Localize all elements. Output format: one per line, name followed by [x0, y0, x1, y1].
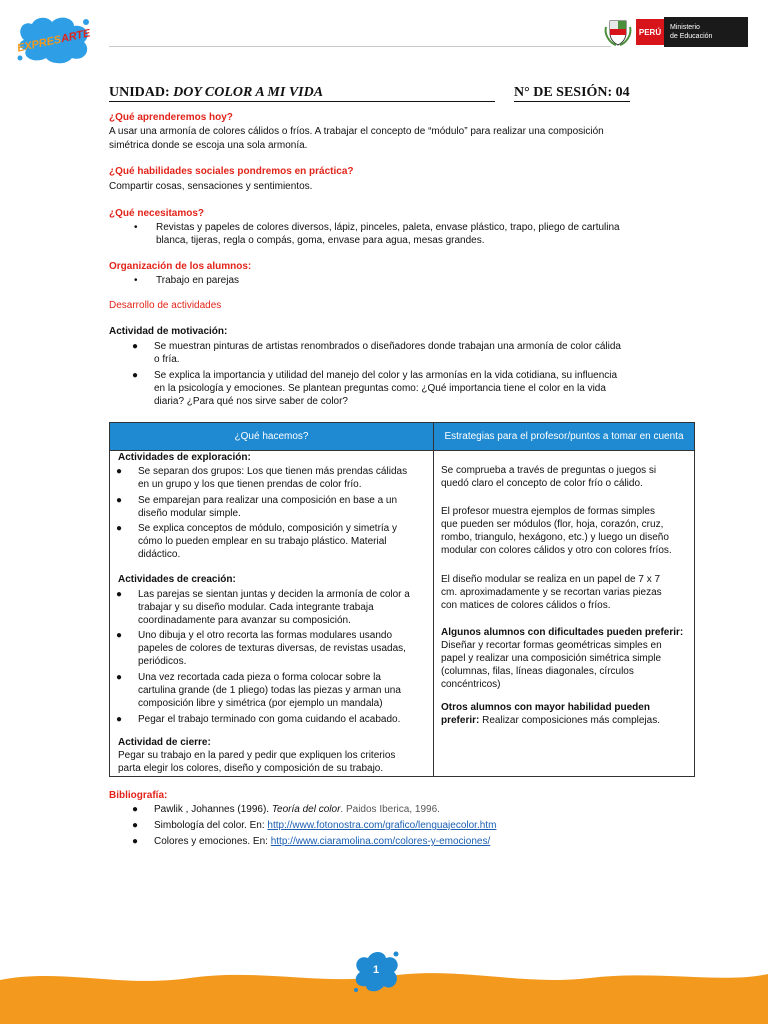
creacion-item-4: [116, 713, 432, 727]
peru-label: PERÚ: [636, 19, 664, 45]
col-header-estrategias: Estrategias para el profesor/puntos a tomar en cuenta: [434, 423, 694, 450]
cre-4-line: Pegar el trabajo terminado con goma cuidando el acabado.: [138, 714, 401, 725]
header-rule: [109, 46, 611, 47]
page-number: 1: [372, 964, 380, 976]
bib-1-author: Pawlik , Johannes (1996).: [154, 804, 272, 815]
bib-2-link[interactable]: http://www.fotonostra.com/grafico/lenguajecolor.htm: [267, 820, 497, 831]
bullet-icon: ●: [116, 589, 123, 600]
habilidades-text: Compartir cosas, sensaciones y sentimientos.: [109, 181, 313, 192]
cre-1-line-3: coordinadamente para avanzar su composición.: [138, 615, 351, 626]
activities-table: [109, 422, 695, 777]
col-header-que-hacemos: ¿Qué hacemos?: [110, 423, 434, 450]
s3-line-1: El diseño modular se realiza en un papel de 7 x 7: [441, 574, 661, 585]
bullet-icon: ●: [116, 714, 123, 725]
s1-line-2: quedó claro el concepto de color frío o cálido.: [441, 478, 643, 489]
s5-text: Realizar composiciones más complejas.: [479, 715, 660, 726]
aprender-heading: ¿Qué aprenderemos hoy?: [109, 112, 233, 123]
s5-heading: Otros alumnos con mayor habilidad pueden: [441, 702, 650, 713]
bib-3-link[interactable]: http://www.ciaramolina.com/colores-y-emociones/: [270, 836, 491, 847]
necesitamos-line-1: Revistas y papeles de colores diversos, lápiz, pinceles, paleta, envase plástico, trapo, pliego de cartulina: [156, 222, 620, 233]
bullet-icon: ●: [132, 804, 139, 815]
unidad-value: DOY COLOR A MI VIDA: [173, 85, 324, 100]
strategy-4: [441, 626, 683, 691]
strategy-2: [441, 505, 672, 557]
creacion-heading: Actividades de creación:: [118, 574, 236, 585]
bullet-icon: ●: [132, 836, 139, 847]
cre-2-line-1: Uno dibuja y el otro recorta las formas modulares usando: [138, 630, 393, 641]
s2-line-3: rombo, triangulo, hexágono, etc.) y luego un diseño: [441, 532, 669, 543]
title-underline: [327, 101, 495, 102]
cre-3-line-3: composición libre y simétrica (por ejemplo un mandala): [138, 698, 383, 709]
s4-line-1: Diseñar y recortar formas geométricas simples en: [441, 640, 662, 651]
bib-1-title: Teoría del color: [271, 804, 341, 815]
habilidades-heading: ¿Qué habilidades sociales pondremos en práctica?: [109, 166, 354, 177]
motivacion-2-line-3: diaria? ¿Para qué nos sirve saber de color?: [154, 396, 348, 407]
necesitamos-heading: ¿Qué necesitamos?: [109, 208, 205, 219]
motivacion-item-1: [132, 340, 692, 368]
bullet-icon: •: [134, 275, 138, 286]
s3-line-3: con matices de colores cálidos o fríos.: [441, 600, 611, 611]
s5-bold: preferir:: [441, 715, 480, 726]
strategy-5: [441, 701, 660, 727]
ministry-label: [664, 17, 748, 47]
exploracion-item-2: [116, 494, 432, 522]
s4-line-2: papel y realizar una composición simétrica simple: [441, 653, 662, 664]
exp-3-line-3: didáctico.: [138, 549, 181, 560]
bib-1-rest: . Paidos Iberica, 1996.: [340, 804, 440, 815]
bib-3-label: Colores y emociones. En:: [154, 836, 271, 847]
s4-line-3: (columnas, filas, líneas diagonales, círculos: [441, 666, 634, 677]
s2-line-4: modular con colores cálidos y otro con colores fríos.: [441, 545, 672, 556]
bib-item-3: [132, 835, 692, 849]
bullet-icon: ●: [116, 495, 123, 506]
exp-1-line-2: en un grupo y los que tienen prendas de color frío.: [138, 479, 362, 490]
ministry-line-1: Ministerio: [670, 24, 700, 31]
cre-3-line-1: Una vez recortada cada pieza o forma colocar sobre la: [138, 672, 381, 683]
strategy-3: [441, 573, 662, 612]
bullet-icon: •: [134, 222, 138, 233]
cre-3-line-2: cartulina grande (de 1 pliego) todas las piezas y arman una: [138, 685, 401, 696]
exp-3-line-1: Se explica conceptos de módulo, composición y simetría y: [138, 523, 398, 534]
ministry-logo: [604, 17, 748, 47]
necesitamos-line-2: blanca, tijeras, regla o compás, goma, envase para agua, mesas grandes.: [156, 235, 485, 246]
session-number: N° DE SESIÓN: 04: [514, 85, 630, 100]
cre-2-line-2: papeles de colores de texturas diversas, de revistas usadas,: [138, 643, 406, 654]
bib-item-1: [132, 803, 692, 817]
bullet-icon: ●: [132, 820, 139, 831]
cierre-line-1: Pegar su trabajo en la pared y pedir que expliquen los criterios: [118, 750, 396, 761]
motivacion-2-line-2: en la psicología y emociones. Se plantean preguntas como: ¿Qué importancia tiene el color en la vida: [154, 383, 606, 394]
motivacion-2-line-1: Se explica la importancia y utilidad del manejo del color y las armonías en la vida cotidiana, su influencia: [154, 370, 618, 381]
exp-3-line-2: cómo lo pueden emplear en su trabajo plástico. Material: [138, 536, 387, 547]
bullet-icon: ●: [132, 370, 139, 381]
unidad-label: UNIDAD:: [109, 85, 170, 100]
s5-line: [441, 714, 660, 727]
organizacion-item-text: Trabajo en parejas: [156, 275, 240, 286]
creacion-item-2: [116, 629, 432, 671]
creacion-item-1: [116, 588, 432, 630]
bullet-icon: ●: [116, 523, 123, 534]
bib-2-label: Simbología del color. En:: [154, 820, 268, 831]
exp-1-line-1: Se separan dos grupos: Los que tienen más prendas cálidas: [138, 466, 408, 477]
bullet-icon: ●: [116, 630, 123, 641]
bib-item-2: [132, 819, 692, 833]
motivacion-1-line-1: Se muestran pinturas de artistas renombrados o diseñadores donde trabajan una armonía de color cálida: [154, 341, 621, 352]
s2-line-1: El profesor muestra ejemplos de formas simples: [441, 506, 655, 517]
s3-line-2: cm. aproximadamente y se recortan varias piezas: [441, 587, 662, 598]
svg-text:EXPRESARTE: EXPRESARTE: [16, 27, 92, 55]
unidad-title: [109, 85, 327, 102]
exploracion-item-3: [116, 522, 432, 564]
bullet-icon: ●: [116, 672, 123, 683]
bullet-icon: ●: [132, 341, 139, 352]
expresarte-logo: [14, 14, 94, 66]
ministry-line-2: de Educación: [670, 33, 713, 40]
strategy-1: [441, 464, 656, 490]
s1-line-1: Se comprueba a través de preguntas o juegos si: [441, 465, 657, 476]
cre-1-line-1: Las parejas se sientan juntas y deciden la armonía de color a: [138, 589, 410, 600]
cierre-line-2: parta elegir los colores, diseño y composición de su trabajo.: [118, 763, 384, 774]
cierre-heading: Actividad de cierre:: [118, 737, 211, 748]
motivacion-1-line-2: o fría.: [154, 354, 180, 365]
exp-2-line-1: Se emparejan para realizar una composición en base a un: [138, 495, 398, 506]
cre-2-line-3: periódicos.: [138, 656, 187, 667]
table-column-divider: [433, 450, 434, 776]
exploracion-item-1: [116, 465, 432, 493]
exploracion-heading: Actividades de exploración:: [118, 452, 251, 463]
motivacion-item-2: [132, 369, 692, 411]
s4-line-4: concéntricos): [441, 679, 501, 690]
s4-heading: Algunos alumnos con dificultades pueden preferir:: [441, 627, 684, 638]
motivacion-heading: Actividad de motivación:: [109, 326, 228, 337]
bullet-icon: ●: [116, 466, 123, 477]
aprender-line-1: A usar una armonía de colores cálidos o fríos. A trabajar el concepto de “módulo” para realizar una composición: [109, 126, 604, 137]
peru-crest-icon: [604, 17, 632, 47]
s2-line-2: que pueden ser módulos (flor, hoja, corazón, cruz,: [441, 519, 664, 530]
exp-2-line-2: diseño modular simple.: [138, 508, 241, 519]
creacion-item-3: [116, 671, 432, 713]
organizacion-item: [134, 274, 434, 288]
bibliografia-heading: Bibliografía:: [109, 790, 168, 801]
organizacion-heading: Organización de los alumnos:: [109, 261, 252, 272]
aprender-line-2: simétrica donde se escoja una sola armonía.: [109, 140, 308, 151]
desarrollo-heading: Desarrollo de actividades: [109, 300, 222, 311]
cre-1-line-2: trabajar y su diseño modular. Cada integrante trabaja: [138, 602, 374, 613]
necesitamos-item: [134, 221, 694, 251]
